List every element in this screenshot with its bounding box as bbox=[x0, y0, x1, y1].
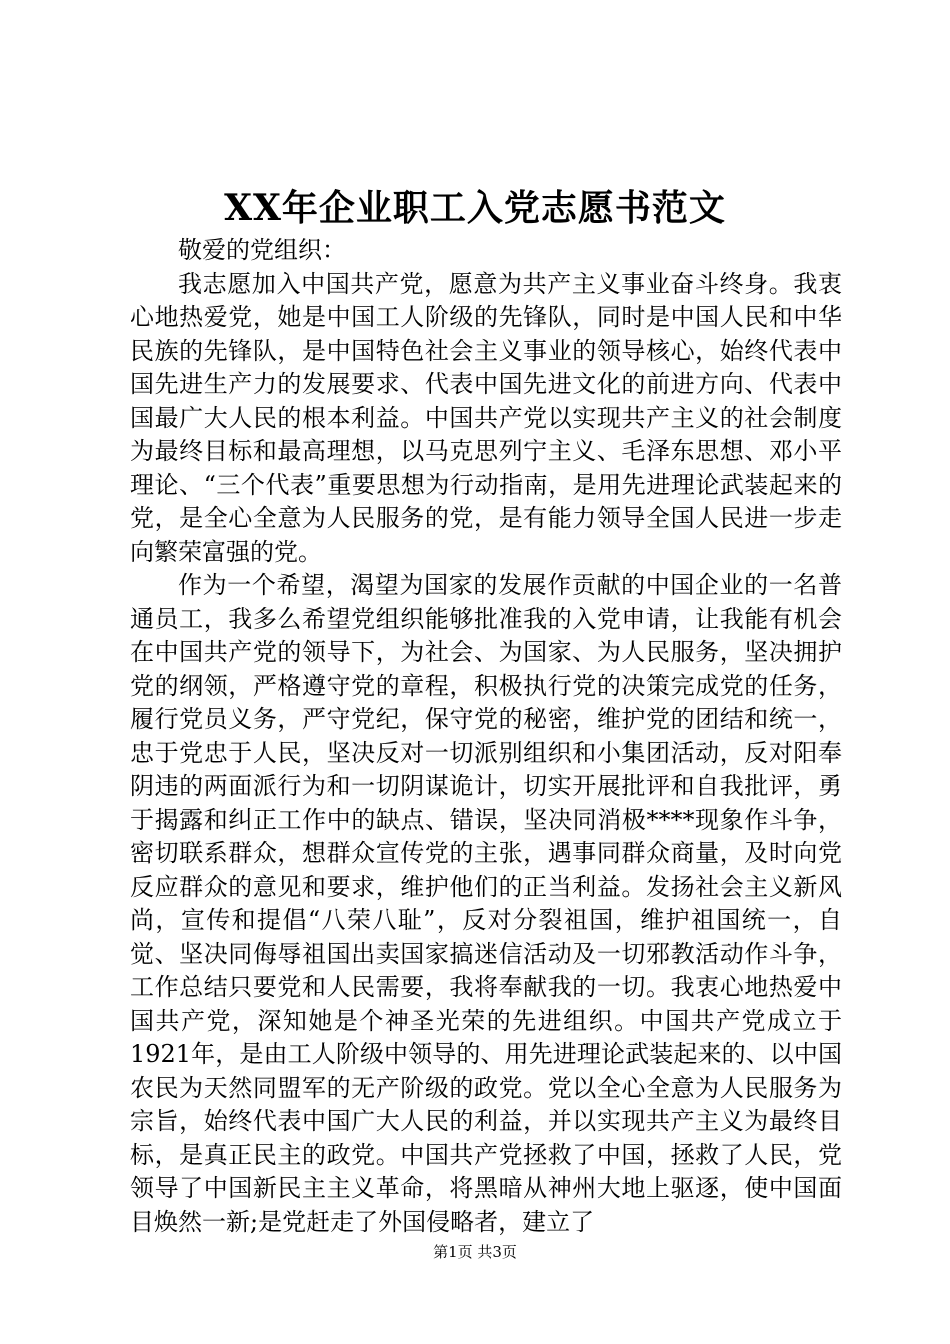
salutation: 敬爱的党组织： bbox=[178, 236, 346, 264]
paragraph-2: 作为一个希望，渴望为国家的发展作贡献的中国企业的一名普通员工，我多么希望党组织能够批准我的入党申请，让我能有机会在中国共产党的领导下，为社会、为国家、为人民服务，坚决拥护党的纲领，严格遵守党的章程，积极执行党的决策完成党的任务，履行党员义务，严守党纪，保守党的秘密，维护党的团结和统一，忠于党忠于人民，坚决反对一切派别组织和小集团活动，反对阳奉阴违的两面派行为和一切阴谋诡计，切实开展批评和自我批评，勇于揭露和纠正工作中的缺点、错误，坚决同消极****现象作斗争，密切联系群众，想群众宣传党的主张，遇事同群众商量，及时向党反应群众的意见和要求，维护他们的正当利益。发扬社会主义新风尚，宣传和提倡“八荣八耻”，反对分裂祖国，维护祖国统一，自觉、坚决同侮辱祖国出卖国家搞迷信活动及一切邪教活动作斗争，工作总结只要党和人民需要，我将奉献我的一切。我衷心地热爱中国共产党，深知她是个神圣光荣的先进组织。中国共产党成立于1921年，是由工人阶级中领导的、用先进理论武装起来的、以中国农民为天然同盟军的无产阶级的政党。党以全心全意为人民服务为宗旨，始终代表中国广大人民的利益，并以实现共产主义为最终目标，是真正民主的政党。中国共产党拯救了中国，拯救了人民，党领导了中国新民主主义革命，将黑暗从神州大地上驱逐，使中国面目焕然一新;是党赶走了外国侵略者，建立了 bbox=[130, 571, 842, 1236]
document-body bbox=[130, 234, 842, 1239]
document-title: XX年企业职工入党志愿书范文 bbox=[224, 187, 726, 229]
page-number: 第1页 共3页 bbox=[433, 1243, 517, 1261]
paragraph-1: 我志愿加入中国共产党，愿意为共产主义事业奋斗终身。我衷心地热爱党，她是中国工人阶级的先锋队，同时是中国人民和中华民族的先锋队，是中国特色社会主义事业的领导核心，始终代表中国先进生产力的发展要求、代表中国先进文化的前进方向、代表中国最广大人民的根本利益。中国共产党以实现共产主义的社会制度为最终目标和最高理想，以马克思列宁主义、毛泽东思想、邓小平理论、“三个代表”重要思想为行动指南，是用先进理论武装起来的党，是全心全意为人民服务的党，是有能力领导全国人民进一步走向繁荣富强的党。 bbox=[130, 269, 842, 566]
page-footer bbox=[0, 1242, 950, 1262]
